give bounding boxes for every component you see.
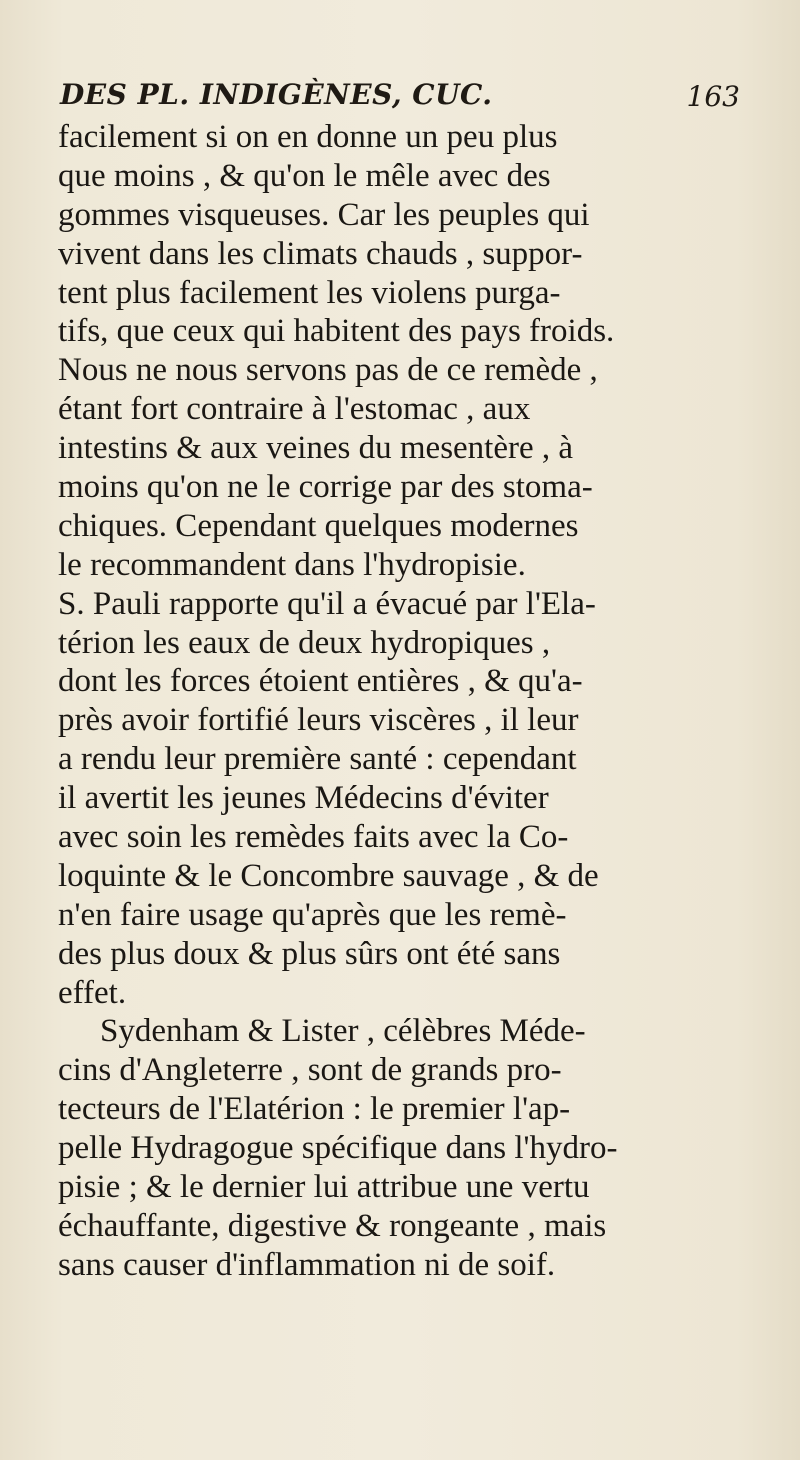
text-line: tecteurs de l'Elatérion : le premier l'ap-: [58, 1091, 571, 1128]
text-block: [58, 118, 744, 1283]
text-line: que moins , & qu'on le mêle avec des: [58, 157, 551, 194]
text-line: Sydenham & Lister , célèbres Méde-: [100, 1013, 586, 1050]
text-line: vivent dans les climats chauds , suppor-: [58, 235, 583, 272]
text-line: dont les forces étoient entières , & qu'a-: [58, 663, 583, 700]
running-head: DES PL. INDIGÈNES, CUC.: [60, 78, 493, 111]
text-line: le recommandent dans l'hydropisie.: [58, 546, 526, 583]
text-line: moins qu'on ne le corrige par des stoma-: [58, 469, 593, 506]
text-line: Nous ne nous servons pas de ce remède ,: [58, 352, 598, 389]
text-line: effet.: [58, 974, 127, 1011]
text-line: tent plus facilement les violens purga-: [58, 274, 561, 311]
text-line: échauffante, digestive & rongeante , mais: [58, 1207, 607, 1244]
text-line: loquinte & le Concombre sauvage , & de: [58, 857, 599, 894]
text-line: tifs, que ceux qui habitent des pays froids.: [58, 313, 615, 350]
text-line: gommes visqueuses. Car les peuples qui: [58, 196, 590, 233]
text-line: près avoir fortifié leurs viscères , il leur: [58, 702, 579, 739]
text-line: facilement si on en donne un peu plus: [58, 119, 558, 155]
text-line: sans causer d'inflammation ni de soif.: [58, 1246, 556, 1283]
text-line: n'en faire usage qu'après que les remè-: [58, 896, 567, 933]
text-line: des plus doux & plus sûrs ont été sans: [58, 935, 561, 972]
text-line: térion les eaux de deux hydropiques ,: [58, 624, 551, 661]
text-line: cins d'Angleterre , sont de grands pro-: [58, 1052, 562, 1089]
text-line: chiques. Cependant quelques modernes: [58, 507, 579, 544]
text-line: intestins & aux veines du mesentère , à: [58, 430, 574, 467]
text-line: avec soin les remèdes faits avec la Co-: [58, 819, 569, 856]
page-number: 163: [686, 80, 740, 113]
text-line: pisie ; & le dernier lui attribue une vertu: [58, 1169, 590, 1206]
text-line: a rendu leur première santé : cependant: [58, 741, 577, 778]
text-line: pelle Hydragogue spécifique dans l'hydro-: [58, 1130, 618, 1167]
text-line: il avertit les jeunes Médecins d'éviter: [58, 780, 549, 817]
text-line: S. Pauli rapporte qu'il a évacué par l'Ela-: [58, 585, 596, 622]
text-line: étant fort contraire à l'estomac , aux: [58, 391, 531, 428]
